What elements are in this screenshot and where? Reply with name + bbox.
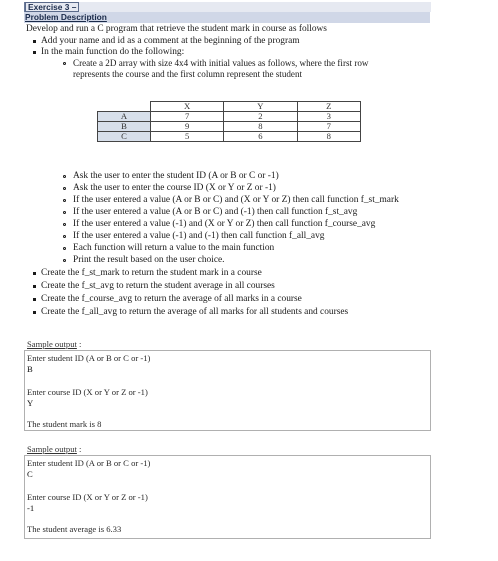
sample-label-colon: :: [76, 339, 82, 349]
circle-bullet-icon: [63, 211, 66, 214]
mark-cell: 2: [224, 112, 297, 122]
sample-label-colon: :: [76, 444, 82, 454]
corner-cell: [98, 102, 151, 112]
section-title: Problem Description: [25, 12, 107, 22]
array-step-line-1: Create a 2D array with size 4x4 with initial values as follows, where the first row: [73, 58, 369, 68]
course-header-cell: Y: [224, 102, 297, 112]
circle-bullet-icon: [63, 259, 66, 262]
mark-cell: 3: [297, 112, 360, 122]
sample-label-text: Sample output: [27, 339, 77, 349]
circle-bullet-icon: [63, 235, 66, 238]
bullet-bottom-4: Create the f_all_avg to return the average of all marks for all students and courses: [41, 307, 349, 317]
circle-bullet-icon: [63, 247, 66, 250]
bullet-top-1: Add your name and id as a comment at the beginning of the program: [41, 36, 300, 46]
mark-cell: 7: [297, 122, 360, 132]
bullet-bottom-1: Create the f_st_mark to return the student mark in a course: [41, 268, 262, 278]
input-course-id: -1: [27, 503, 35, 513]
bullet-top-2: In the main function do the following:: [41, 47, 185, 57]
result-text: The student average is 6.33: [27, 524, 122, 534]
sub-step-6: If the user entered a value (-1) and (-1) then call function f_all_avg: [73, 231, 325, 241]
table-header-row: [98, 102, 361, 112]
input-course-id: Y: [27, 398, 34, 408]
sub-step-2: Ask the user to enter the course ID (X or Y or Z or -1): [73, 183, 276, 193]
table-row: [98, 132, 361, 142]
table-row: [98, 112, 361, 122]
result-text: The student mark is 8: [27, 419, 102, 429]
circle-bullet-icon: [63, 175, 66, 178]
sub-step-8: Print the result based on the user choice.: [73, 255, 225, 265]
mark-cell: 8: [297, 132, 360, 142]
circle-bullet-icon: [63, 187, 66, 190]
sample-output-label-2: [27, 444, 81, 455]
sample-label-text: Sample output: [27, 444, 77, 454]
circle-bullet-icon: [63, 223, 66, 226]
sample-output-label-1: [27, 339, 81, 350]
student-id-cell: A: [98, 112, 151, 122]
bullet-icon: [33, 40, 36, 43]
course-header-cell: X: [151, 102, 224, 112]
bullet-bottom-3: Create the f_course_avg to return the average of all marks in a course: [41, 294, 302, 304]
mark-cell: 7: [151, 112, 224, 122]
bullet-icon: [33, 311, 36, 314]
student-id-cell: C: [98, 132, 151, 142]
table-row: [98, 122, 361, 132]
problem-description-heading: [24, 12, 430, 23]
mark-cell: 9: [151, 122, 224, 132]
mark-cell: 8: [224, 122, 297, 132]
sub-step-7: Each function will return a value to the main function: [73, 243, 275, 253]
sub-step-5: If the user entered a value (-1) and (X or Y or Z) then call function f_course_avg: [73, 219, 376, 229]
sub-step-4: If the user entered a value (A or B or C) and (-1) then call function f_st_avg: [73, 207, 358, 217]
bullet-icon: [33, 51, 36, 54]
prompt-course-id: Enter course ID (X or Y or Z or -1): [27, 387, 148, 397]
input-student-id: B: [27, 364, 33, 374]
bullet-icon: [33, 298, 36, 301]
prompt-student-id: Enter student ID (A or B or C or -1): [27, 458, 151, 468]
exercise-heading: [24, 2, 431, 12]
sub-step-3: If the user entered a value (A or B or C) and (X or Y or Z) then call function f_st_mark: [73, 195, 399, 205]
bullet-bottom-2: Create the f_st_avg to return the student average in all courses: [41, 281, 275, 291]
bullet-icon: [33, 285, 36, 288]
circle-bullet-icon: [63, 62, 66, 65]
prompt-student-id: Enter student ID (A or B or C or -1): [27, 353, 151, 363]
exercise-label: Exercise 3 –: [25, 2, 79, 12]
circle-bullet-icon: [63, 199, 66, 202]
student-id-cell: B: [98, 122, 151, 132]
bullet-icon: [33, 272, 36, 275]
intro-text: Develop and run a C program that retrieve the student mark in course as follows: [26, 24, 327, 34]
prompt-course-id: Enter course ID (X or Y or Z or -1): [27, 492, 148, 502]
mark-cell: 6: [224, 132, 297, 142]
sub-step-1: Ask the user to enter the student ID (A or B or C or -1): [73, 171, 279, 181]
mark-cell: 5: [151, 132, 224, 142]
marks-table: [97, 101, 361, 142]
input-student-id: C: [27, 469, 33, 479]
course-header-cell: Z: [297, 102, 360, 112]
array-step-line-2: represents the course and the first column represent the student: [73, 69, 303, 79]
